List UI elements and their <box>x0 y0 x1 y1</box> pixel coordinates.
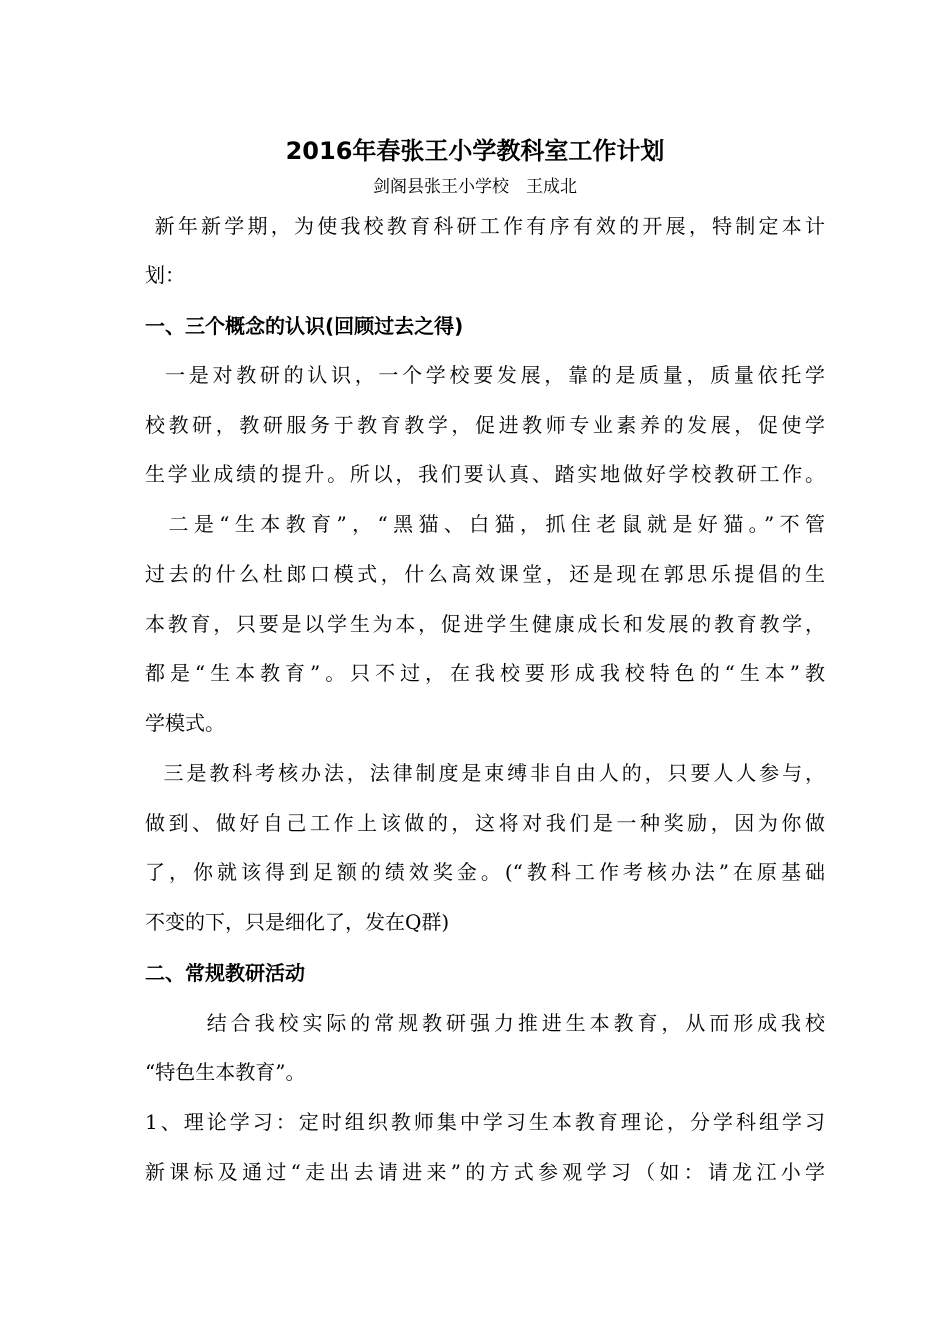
section-heading: 一、三个概念的认识(回顾过去之得) <box>145 314 464 338</box>
paragraph-line: 不变的下，只是细化了，发在Q群) <box>145 910 450 934</box>
paragraph-line: 都是“生本教育”。只不过，在我校要形成我校特色的“生本”教 <box>145 661 825 685</box>
paragraph-line: 校教研，教研服务于教育教学，促进教师专业素养的发展，促使学 <box>145 413 825 437</box>
paragraph-line: 做到、做好自己工作上该做的，这将对我们是一种奖励，因为你做 <box>145 811 825 835</box>
paragraph-line: 过去的什么杜郎口模式，什么高效课堂，还是现在郭思乐提倡的生 <box>145 562 825 586</box>
paragraph-line: 生学业成绩的提升。所以，我们要认真、踏实地做好学校教研工作。 <box>145 462 825 486</box>
paragraph-line: 划： <box>145 263 185 287</box>
paragraph-line: 了，你就该得到足额的绩效奖金。(“教科工作考核办法”在原基础 <box>145 860 825 884</box>
paragraph-line: 二是“生本教育”，“黑猫、白猫，抓住老鼠就是好猫。”不管 <box>145 512 825 536</box>
paragraph-line: 学模式。 <box>145 711 225 735</box>
paragraph-line: 1、理论学习：定时组织教师集中学习生本教育理论，分学科组学习 <box>145 1110 825 1134</box>
paragraph-line: 本教育，只要是以学生为本，促进学生健康成长和发展的教育教学， <box>145 612 825 636</box>
paragraph-line: “特色生本教育”。 <box>145 1060 306 1084</box>
page-title: 2016年春张王小学教科室工作计划 <box>285 137 665 165</box>
paragraph-line: 新课标及通过“走出去请进来”的方式参观学习（如：请龙江小学 <box>145 1160 825 1184</box>
author-line: 剑阁县张王小学校 王成北 <box>373 177 577 197</box>
section-heading: 二、常规教研活动 <box>145 961 305 985</box>
paragraph-line: 三是教科考核办法，法律制度是束缚非自由人的，只要人人参与， <box>145 761 825 785</box>
paragraph-line: 新年新学期，为使我校教育科研工作有序有效的开展，特制定本计 <box>145 214 825 238</box>
paragraph-line: 一是对教研的认识，一个学校要发展，靠的是质量，质量依托学 <box>145 363 825 387</box>
paragraph-line: 结合我校实际的常规教研强力推进生本教育，从而形成我校 <box>145 1011 825 1035</box>
